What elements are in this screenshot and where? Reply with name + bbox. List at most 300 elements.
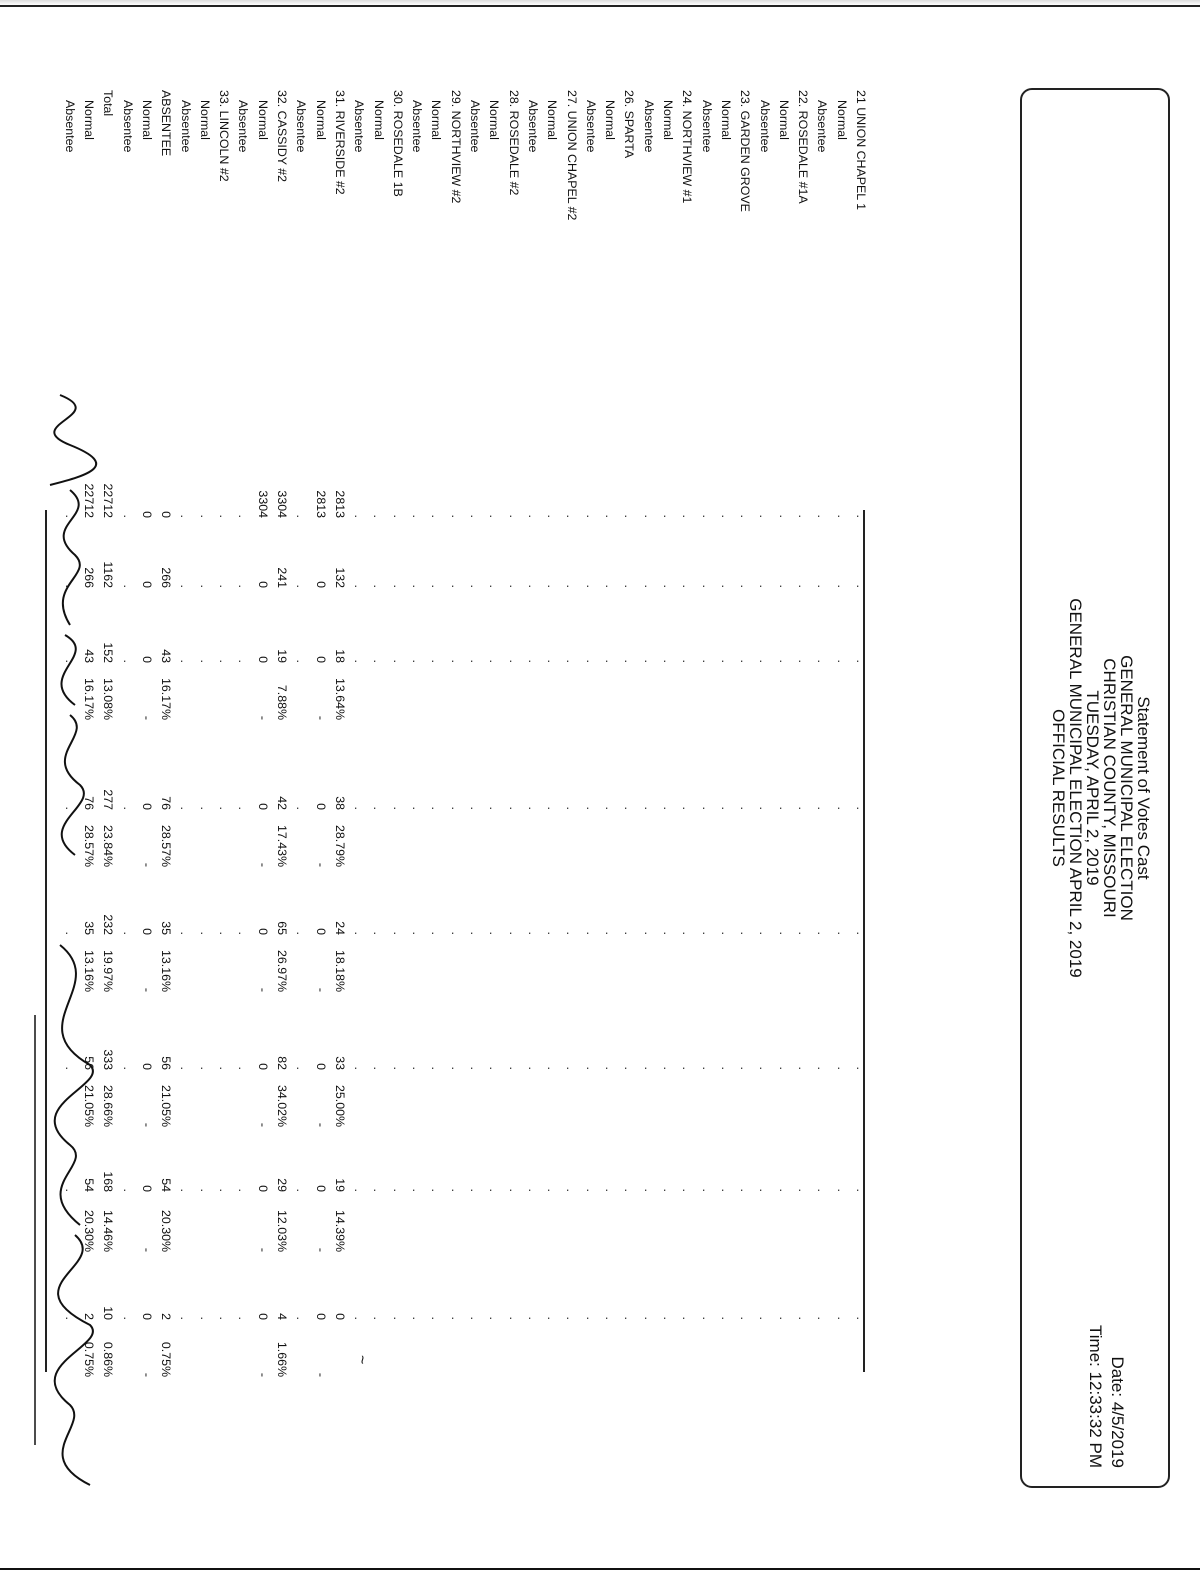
table-cell: 54 xyxy=(159,1178,174,1192)
table-cell: . xyxy=(236,806,251,810)
table-cell: 3304 xyxy=(255,490,270,518)
table-row xyxy=(523,0,542,1576)
table-cell: . xyxy=(525,659,540,663)
table-cell: 0 xyxy=(255,928,270,935)
vote-type-label: Absentee xyxy=(236,100,251,153)
table-cell: 19 xyxy=(275,649,289,663)
table-cell: . xyxy=(390,806,405,810)
table-cell: . xyxy=(62,1316,77,1320)
vote-type-label: Normal xyxy=(603,100,618,140)
table-cell: . xyxy=(661,1316,675,1320)
table-cell: 0 xyxy=(159,511,174,518)
table-row xyxy=(638,0,657,1576)
table-cell: . xyxy=(622,514,637,518)
table-cell: . xyxy=(796,1316,811,1320)
table-cell: . xyxy=(120,806,135,810)
table-cell: 0 xyxy=(139,581,154,588)
table-cell: . xyxy=(583,931,598,935)
table-cell: . xyxy=(661,514,675,518)
table-row xyxy=(793,0,812,1576)
table-cell: . xyxy=(738,931,753,935)
table-cell: . xyxy=(294,659,309,663)
table-cell: 0.75% xyxy=(159,1341,174,1377)
table-cell: . xyxy=(545,1188,560,1192)
table-cell: . xyxy=(545,1066,560,1070)
table-cell: . xyxy=(796,806,811,810)
table-cell: . xyxy=(468,1188,482,1192)
table-cell: 12.03% xyxy=(275,1209,289,1252)
table-row xyxy=(156,0,175,1576)
table-cell: 26.97% xyxy=(275,949,289,992)
precinct-name: 28. ROSEDALE #2 xyxy=(506,90,521,196)
table-cell: . xyxy=(854,1316,868,1320)
table-cell: . xyxy=(197,584,212,588)
table-cell: . xyxy=(661,806,675,810)
table-cell: - xyxy=(139,1247,154,1252)
table-cell: 132 xyxy=(332,567,347,588)
table-cell: . xyxy=(371,806,386,810)
table-cell: . xyxy=(564,806,579,810)
vote-type-label: Absentee xyxy=(699,100,714,153)
table-cell: 0 xyxy=(255,656,270,663)
table-cell: . xyxy=(217,1066,232,1070)
vote-type-label: Absentee xyxy=(641,100,656,153)
table-cell: . xyxy=(294,1188,309,1192)
table-cell: . xyxy=(62,584,77,588)
vote-type-label: Absentee xyxy=(757,100,772,153)
table-cell: . xyxy=(854,1188,868,1192)
vote-type-label: Absentee xyxy=(352,100,367,153)
table-cell: . xyxy=(525,931,540,935)
vote-type-label: Normal xyxy=(429,100,444,140)
table-cell: . xyxy=(815,584,830,588)
table-cell: . xyxy=(545,659,560,663)
precinct-name: 23. GARDEN GROVE xyxy=(738,90,753,212)
table-row xyxy=(831,0,850,1576)
table-row xyxy=(349,0,368,1576)
table-cell: . xyxy=(390,1066,405,1070)
table-cell: . xyxy=(622,931,637,935)
table-cell: . xyxy=(583,514,598,518)
election-name: GENERAL MUNICIPAL ELECTION xyxy=(1117,655,1136,921)
table-row xyxy=(272,0,291,1576)
table-cell: . xyxy=(506,1188,521,1192)
table-cell: - xyxy=(139,862,154,867)
table-cell: . xyxy=(776,1188,791,1192)
table-cell: 22712 xyxy=(82,483,96,518)
table-cell: . xyxy=(718,931,733,935)
table-cell: . xyxy=(815,1316,830,1320)
table-cell: 38 xyxy=(332,796,347,810)
table-cell: . xyxy=(294,806,309,810)
table-cell: - xyxy=(139,1122,154,1127)
report-title-block xyxy=(1050,90,1152,1486)
table-cell: 19 xyxy=(332,1178,347,1192)
table-cell: . xyxy=(699,584,714,588)
table-cell: . xyxy=(371,584,386,588)
table-cell: 0 xyxy=(139,1063,154,1070)
table-cell: . xyxy=(718,1316,733,1320)
table-cell: . xyxy=(834,584,849,588)
table-cell: . xyxy=(487,806,502,810)
table-cell: . xyxy=(525,514,540,518)
precinct-name: 33. LINCOLN #2 xyxy=(217,90,232,182)
table-cell: 82 xyxy=(275,1056,289,1070)
table-cell: - xyxy=(139,1372,154,1377)
table-cell: . xyxy=(545,584,560,588)
table-cell: . xyxy=(390,1316,405,1320)
table-cell: . xyxy=(506,1316,521,1320)
table-cell: 22712 xyxy=(101,483,116,518)
table-row xyxy=(735,0,754,1576)
table-cell: - xyxy=(313,1372,328,1377)
table-cell: 2813 xyxy=(332,490,347,518)
table-cell: . xyxy=(197,806,212,810)
table-cell: . xyxy=(564,584,579,588)
table-cell: 0 xyxy=(313,581,328,588)
table-cell: . xyxy=(487,1188,502,1192)
table-cell: 18 xyxy=(332,649,347,663)
table-cell: . xyxy=(815,806,830,810)
table-cell: . xyxy=(603,1188,618,1192)
table-cell: . xyxy=(371,1188,386,1192)
table-cell: . xyxy=(352,584,367,588)
table-cell: . xyxy=(699,1316,714,1320)
table-cell: . xyxy=(217,1188,232,1192)
table-row xyxy=(368,0,387,1576)
table-cell: . xyxy=(178,1066,193,1070)
table-row xyxy=(754,0,773,1576)
table-cell: 76 xyxy=(82,796,96,810)
table-row xyxy=(233,0,252,1576)
table-cell: . xyxy=(294,1066,309,1070)
table-cell: . xyxy=(776,1316,791,1320)
table-cell: . xyxy=(854,806,868,810)
table-cell: 1162 xyxy=(101,561,116,588)
table-cell: . xyxy=(757,584,772,588)
table-cell: 0 xyxy=(313,1063,328,1070)
table-cell: . xyxy=(718,514,733,518)
table-cell: 35 xyxy=(159,921,174,935)
table-cell: . xyxy=(352,1188,367,1192)
table-cell: . xyxy=(506,514,521,518)
table-cell: . xyxy=(718,1066,733,1070)
table-cell: . xyxy=(178,584,193,588)
table-cell: . xyxy=(197,1066,212,1070)
vote-type-label: Absentee xyxy=(410,100,425,153)
table-cell: . xyxy=(564,931,579,935)
table-cell: . xyxy=(564,514,579,518)
precinct-name: 32. CASSIDY #2 xyxy=(275,90,290,183)
table-cell: . xyxy=(834,659,849,663)
table-cell: . xyxy=(62,659,77,663)
table-cell: 14.46% xyxy=(101,1209,116,1252)
table-cell: . xyxy=(854,1066,868,1070)
table-cell: 266 xyxy=(159,567,174,588)
stray-pen-mark: ~ xyxy=(353,1355,370,1365)
table-cell: 65 xyxy=(275,921,289,935)
table-cell: - xyxy=(255,987,270,992)
table-cell: . xyxy=(178,931,193,935)
table-cell: 0 xyxy=(139,1185,154,1192)
table-cell: . xyxy=(718,659,733,663)
table-cell: . xyxy=(545,931,560,935)
table-row xyxy=(851,0,870,1576)
table-row xyxy=(214,0,233,1576)
vote-type-label: Normal xyxy=(82,100,97,140)
table-cell: 21.05% xyxy=(82,1084,96,1127)
table-cell: . xyxy=(834,806,849,810)
table-cell: . xyxy=(236,584,251,588)
table-cell: . xyxy=(525,1316,540,1320)
table-cell: . xyxy=(545,514,560,518)
table-row xyxy=(465,0,484,1576)
table-cell: . xyxy=(834,1188,849,1192)
table-cell: . xyxy=(178,514,193,518)
table-cell: . xyxy=(757,1316,772,1320)
table-cell: . xyxy=(738,1066,753,1070)
table-cell: - xyxy=(139,715,154,720)
table-row xyxy=(696,0,715,1576)
table-cell: 33 xyxy=(332,1056,347,1070)
table-cell: 20.30% xyxy=(82,1209,96,1252)
table-cell: 24 xyxy=(332,921,347,935)
table-cell: 28.79% xyxy=(332,824,347,867)
table-cell: . xyxy=(583,1066,598,1070)
table-cell: . xyxy=(641,584,656,588)
table-cell: 0 xyxy=(139,1313,154,1320)
table-cell: 16.17% xyxy=(159,677,174,720)
table-cell: 20.30% xyxy=(159,1209,174,1252)
table-cell: . xyxy=(448,931,463,935)
table-cell: 266 xyxy=(82,567,96,588)
table-cell: . xyxy=(525,1188,540,1192)
table-cell: . xyxy=(680,1188,695,1192)
table-cell: . xyxy=(583,1188,598,1192)
table-cell: 2 xyxy=(159,1313,174,1320)
table-cell: 56 xyxy=(159,1056,174,1070)
table-cell: . xyxy=(236,1066,251,1070)
table-cell: . xyxy=(815,514,830,518)
table-cell: - xyxy=(255,862,270,867)
table-cell: . xyxy=(680,806,695,810)
table-cell: 232 xyxy=(101,914,116,935)
table-cell: . xyxy=(294,1316,309,1320)
table-cell: . xyxy=(680,931,695,935)
table-cell: . xyxy=(410,806,425,810)
table-row xyxy=(561,0,580,1576)
table-cell: . xyxy=(352,659,367,663)
precinct-name: ABSENTEE xyxy=(159,90,174,157)
table-cell: - xyxy=(255,1247,270,1252)
report-time: Time: 12:33:32 PM xyxy=(1086,1325,1105,1468)
table-cell: . xyxy=(120,514,135,518)
vote-type-label: Normal xyxy=(140,100,155,140)
table-cell: 0 xyxy=(139,928,154,935)
table-cell: . xyxy=(641,1066,656,1070)
table-cell: . xyxy=(622,1188,637,1192)
table-cell: . xyxy=(699,1066,714,1070)
vote-type-label: Absentee xyxy=(178,100,193,153)
table-cell: . xyxy=(448,1066,463,1070)
precinct-name: 21 UNION CHAPEL 1 xyxy=(854,90,868,211)
table-cell: 10 xyxy=(101,1306,116,1320)
table-cell: . xyxy=(641,1316,656,1320)
table-cell: . xyxy=(661,1066,675,1070)
table-cell: 34.02% xyxy=(275,1084,289,1127)
table-row xyxy=(426,0,445,1576)
table-cell: . xyxy=(796,931,811,935)
table-cell: . xyxy=(429,584,444,588)
table-cell: . xyxy=(718,584,733,588)
table-row xyxy=(388,0,407,1576)
table-cell: . xyxy=(410,1316,425,1320)
table-cell: - xyxy=(313,1247,328,1252)
table-cell: 0 xyxy=(313,656,328,663)
vote-type-label: Normal xyxy=(255,100,270,140)
table-cell: 14.39% xyxy=(332,1209,347,1252)
table-cell: . xyxy=(564,1188,579,1192)
table-cell: . xyxy=(448,1188,463,1192)
table-cell: . xyxy=(545,1316,560,1320)
table-cell: . xyxy=(62,1066,77,1070)
report-timestamp xyxy=(1084,1325,1128,1468)
table-cell: . xyxy=(468,659,482,663)
table-cell: - xyxy=(255,715,270,720)
table-cell: . xyxy=(352,806,367,810)
table-cell: . xyxy=(178,1188,193,1192)
table-cell: . xyxy=(410,584,425,588)
table-cell: . xyxy=(448,514,463,518)
table-cell: 0.86% xyxy=(101,1341,116,1377)
table-cell: 0 xyxy=(255,803,270,810)
table-row xyxy=(252,0,271,1576)
table-cell: . xyxy=(525,1066,540,1070)
table-cell: . xyxy=(429,806,444,810)
table-cell: . xyxy=(776,659,791,663)
table-row xyxy=(407,0,426,1576)
table-row xyxy=(137,0,156,1576)
table-cell: 13.16% xyxy=(159,949,174,992)
table-cell: . xyxy=(120,584,135,588)
table-cell: . xyxy=(680,1066,695,1070)
table-cell: 25.00% xyxy=(332,1084,347,1127)
table-cell: . xyxy=(448,1316,463,1320)
table-cell: . xyxy=(62,806,77,810)
table-cell: 241 xyxy=(275,567,289,588)
table-cell: . xyxy=(371,659,386,663)
table-cell: . xyxy=(217,1316,232,1320)
table-cell: 0 xyxy=(255,1313,270,1320)
table-cell: . xyxy=(236,1188,251,1192)
table-cell: 0 xyxy=(313,1185,328,1192)
table-cell: . xyxy=(738,1188,753,1192)
table-cell: . xyxy=(815,1188,830,1192)
table-cell: . xyxy=(661,584,675,588)
table-cell: 28.66% xyxy=(101,1084,116,1127)
table-cell: 333 xyxy=(101,1049,116,1070)
table-cell: - xyxy=(255,1122,270,1127)
table-cell: . xyxy=(641,806,656,810)
report-date: Date: 4/5/2019 xyxy=(1108,1356,1127,1468)
table-cell: . xyxy=(525,584,540,588)
table-cell: . xyxy=(506,931,521,935)
table-cell: . xyxy=(487,584,502,588)
table-cell: . xyxy=(796,584,811,588)
vote-type-label: Normal xyxy=(197,100,212,140)
table-cell: . xyxy=(371,514,386,518)
table-cell: . xyxy=(757,1066,772,1070)
table-cell: . xyxy=(352,1316,367,1320)
table-cell: . xyxy=(854,514,868,518)
table-cell: . xyxy=(217,659,232,663)
table-cell: . xyxy=(468,584,482,588)
precinct-name: 29. NORTHVIEW #2 xyxy=(448,90,463,204)
table-cell: . xyxy=(757,806,772,810)
county-name: CHRISTIAN COUNTY, MISSOURI xyxy=(1100,658,1119,918)
table-cell: . xyxy=(699,1188,714,1192)
table-cell: . xyxy=(718,1188,733,1192)
table-row xyxy=(812,0,831,1576)
table-cell: . xyxy=(487,1316,502,1320)
vote-type-label: Absentee xyxy=(815,100,830,153)
table-cell: . xyxy=(506,1066,521,1070)
table-cell: . xyxy=(390,514,405,518)
table-cell: 1.66% xyxy=(275,1341,289,1377)
table-cell: . xyxy=(622,659,637,663)
table-cell: . xyxy=(699,806,714,810)
table-cell: . xyxy=(390,1188,405,1192)
table-cell: . xyxy=(564,659,579,663)
vote-type-label: Absentee xyxy=(120,100,135,153)
table-cell: . xyxy=(390,659,405,663)
table-cell: . xyxy=(834,1316,849,1320)
vote-type-label: Normal xyxy=(487,100,502,140)
precinct-name: 30. ROSEDALE 1B xyxy=(390,90,405,197)
vote-type-label: Absentee xyxy=(468,100,483,153)
table-cell: . xyxy=(352,514,367,518)
table-cell: . xyxy=(294,931,309,935)
table-row xyxy=(581,0,600,1576)
table-cell: . xyxy=(120,1188,135,1192)
table-cell: 21.05% xyxy=(159,1084,174,1127)
table-row xyxy=(445,0,464,1576)
table-cell: 54 xyxy=(82,1178,96,1192)
table-cell: . xyxy=(487,514,502,518)
table-cell: . xyxy=(236,1316,251,1320)
table-cell: . xyxy=(661,1188,675,1192)
table-row xyxy=(619,0,638,1576)
table-cell: . xyxy=(120,659,135,663)
vote-type-label: Absentee xyxy=(294,100,309,153)
table-cell: . xyxy=(583,584,598,588)
table-cell: . xyxy=(448,806,463,810)
table-cell: . xyxy=(197,514,212,518)
table-cell: . xyxy=(429,1188,444,1192)
table-cell: 17.43% xyxy=(275,824,289,867)
table-cell: . xyxy=(468,1066,482,1070)
table-cell: . xyxy=(217,931,232,935)
table-cell: . xyxy=(564,1316,579,1320)
table-cell: . xyxy=(738,514,753,518)
precinct-name: 26. SPARTA xyxy=(622,90,637,159)
vote-type-label: Normal xyxy=(661,100,676,140)
table-row xyxy=(291,0,310,1576)
table-cell: . xyxy=(217,514,232,518)
table-cell: . xyxy=(622,1316,637,1320)
table-cell: . xyxy=(410,1188,425,1192)
table-cell: 18.18% xyxy=(332,949,347,992)
